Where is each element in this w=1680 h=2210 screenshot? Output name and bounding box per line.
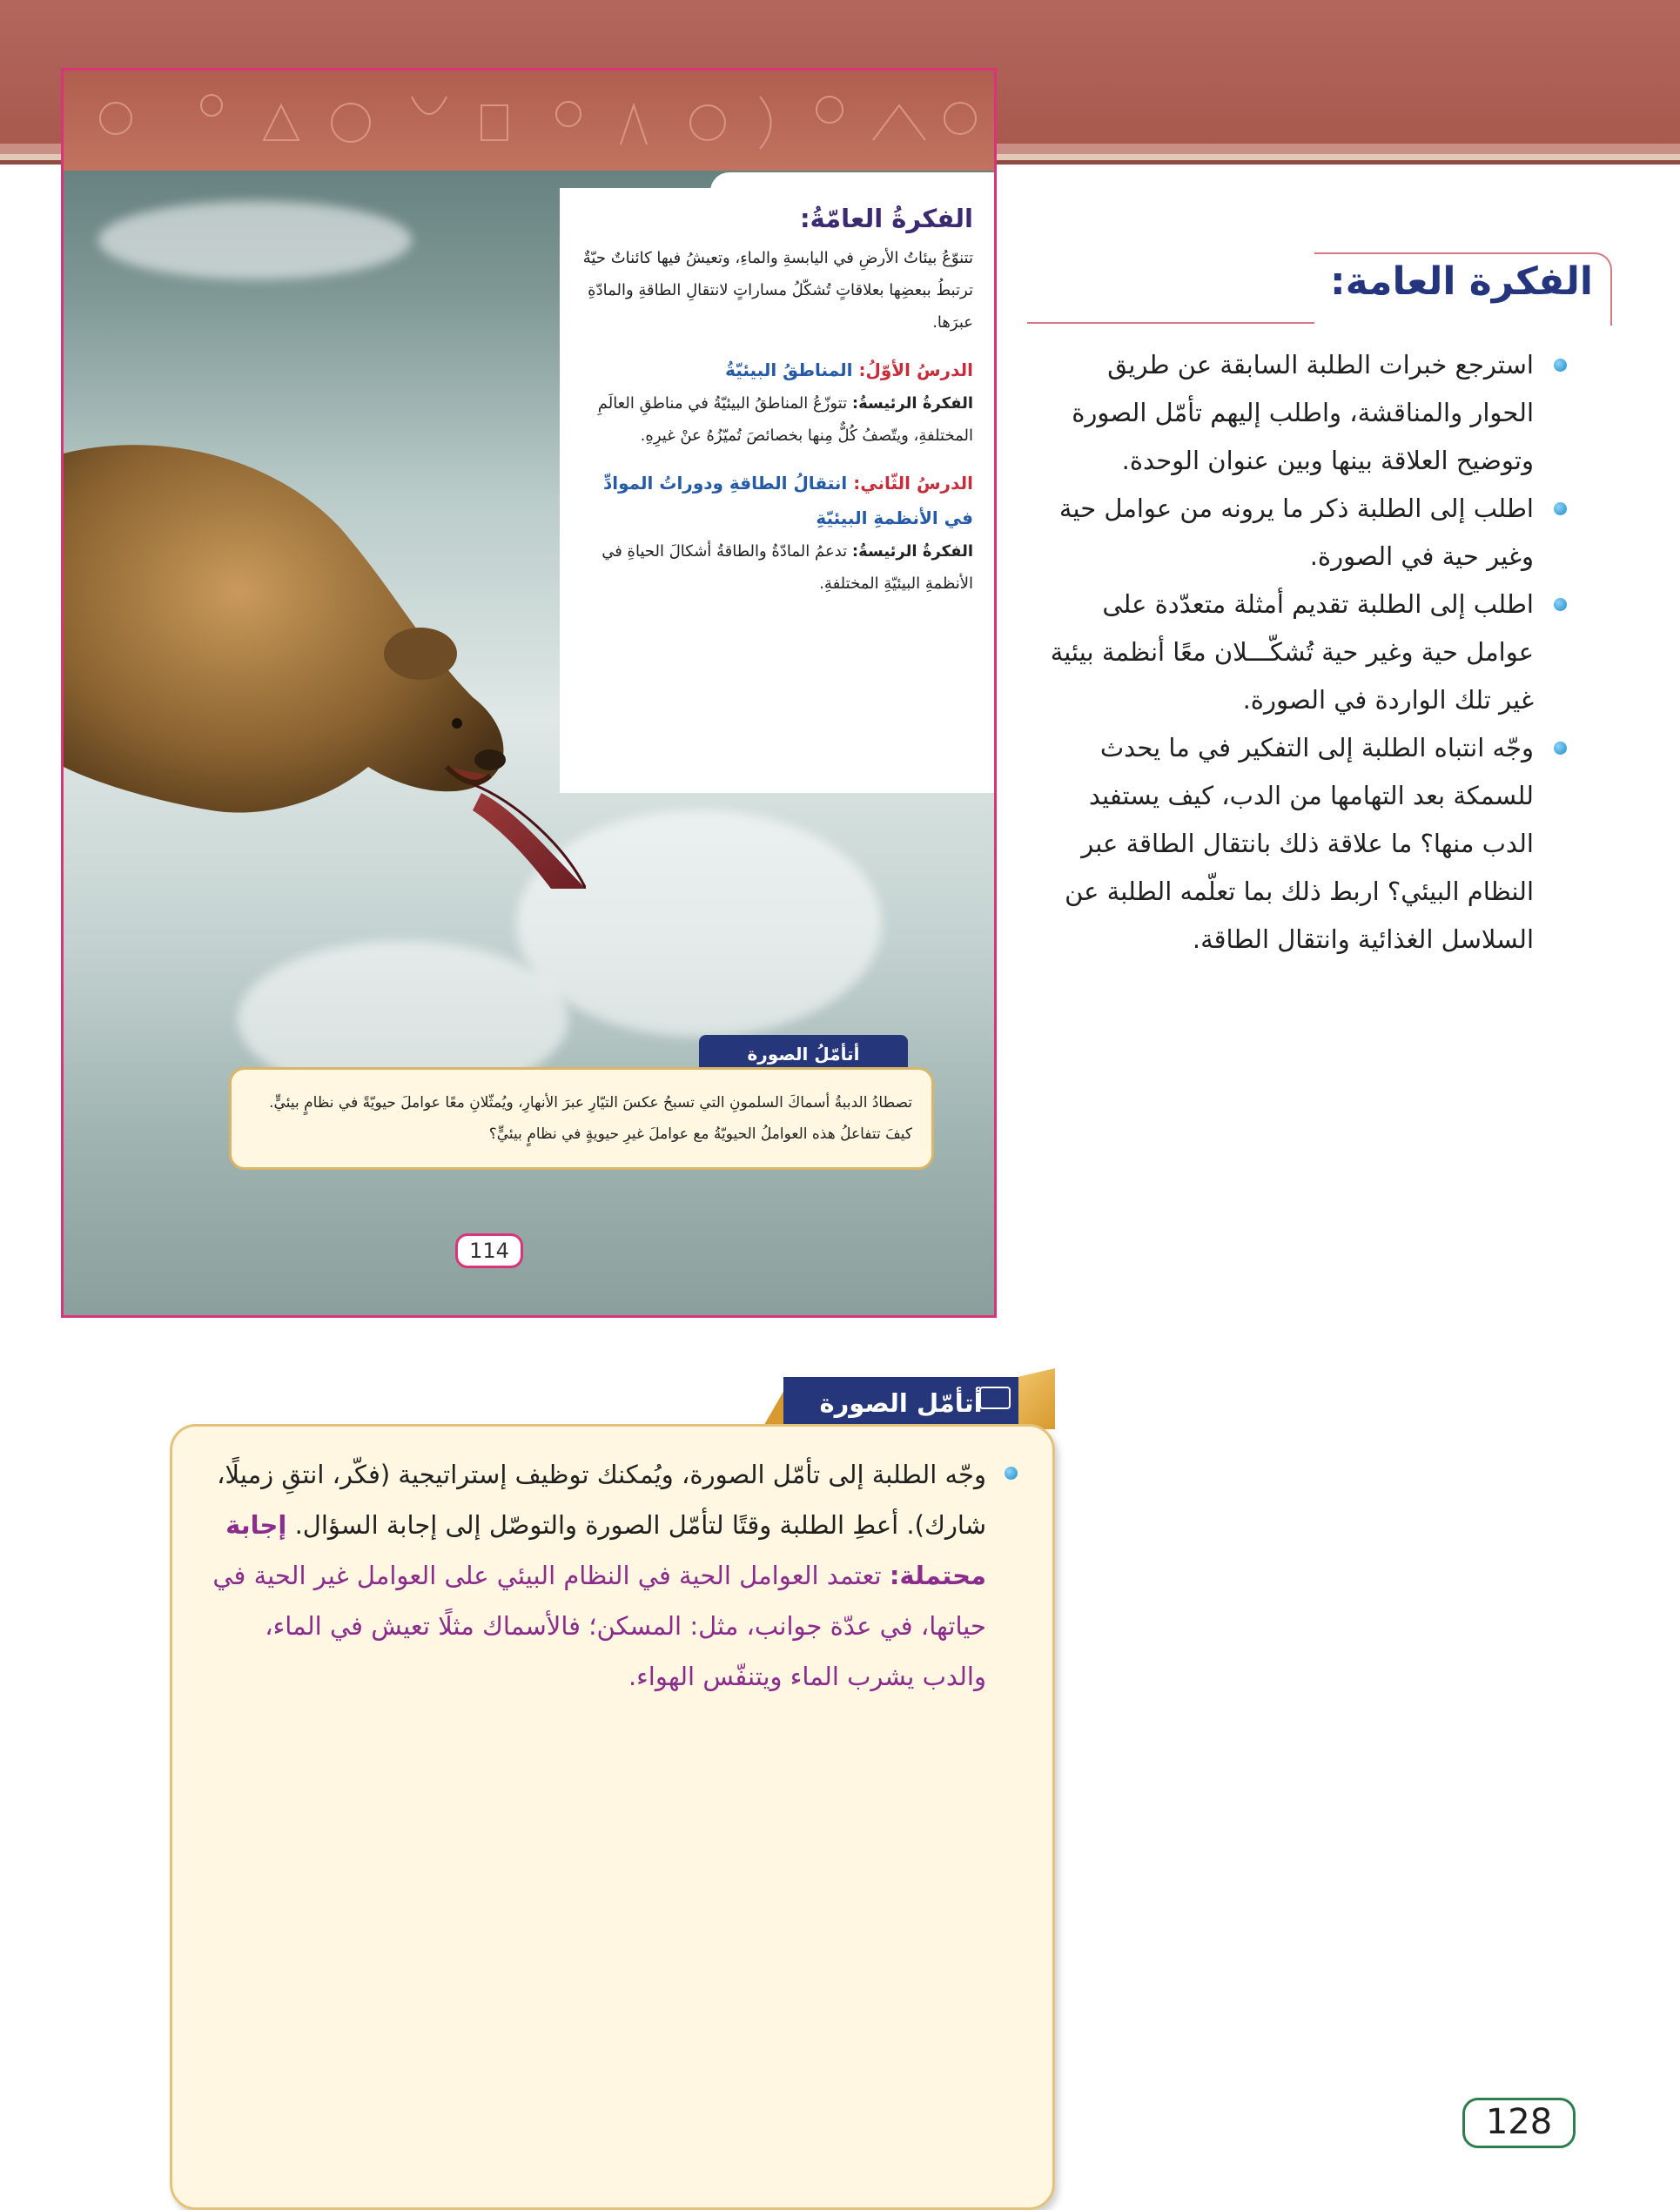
lesson1-label: الدرسُ الأوّلُ: [858,359,973,380]
book-contemplate-text: تصطادُ الدببةُ أسماكَ السلمونِ التي تسبحُ عكسَ التيّارِ عبرَ الأنهارِ، ويُمثّلانِ معًا عواملَ حيويّةً في نظامٍ بيئيٍّ. كيفَ تتفاعلُ هذه العواملُ الحيويّةُ مع عواملَ غيرِ حيويةٍ في نظامٍ بيئيٍّ؟ [269,1094,912,1143]
book-page-number: 114 [455,1233,523,1268]
bear-catching-salmon-image [64,436,586,889]
contemplate-box [170,1424,1055,2210]
list-item-text: استرجع خبرات الطلبة السابقة عن طريق الحوار والمناقشة، واطلب إليهم تأمّل الصورة وتوضيح العلاقة بينها وبين عنوان الوحدة. [1072,350,1534,475]
water-spray [98,201,412,279]
answer-label: إجابة محتملة: [225,1510,986,1590]
book-general-idea-text: تتنوّعُ بيئاتُ الأرضِ في اليابسةِ والماءِ، وتعيشُ فيها كائناتٌ حيّةٌ ترتبطُ ببعضِها بعلاقاتٍ تُشكّلُ مساراتٍ لانتقالِ الطاقةِ والمادّةِ عبرَها. [582,249,973,332]
general-idea-title: الفكرة العامة: [1329,259,1593,304]
lesson2-heading [575,466,973,535]
lesson1-main-idea-label: الفكرةُ الرئيسةُ: [851,394,973,413]
list-item-text: وجّه انتباه الطلبة إلى التفكير في ما يحدث للسمكة بعد التهامها من الدب، كيف يستفيد الدب منها؟ ما علاقة ذلك بانتقال الطاقة عبر النظام البيئي؟ اربط ذلك بما تعلّمه الطلبة عن السلاسل الغذائية وانتقال الطاقة. [1065,733,1534,954]
bullet-dot-icon [1554,359,1567,372]
lesson2-main-idea-text: تدعمُ المادّةُ والطاقةُ أشكالَ الحياةِ في الأنظمةِ البيئيّةِ المختلفةِ. [601,542,973,593]
list-item [1040,341,1567,485]
book-intro-panel [560,188,997,793]
lesson2-label: الدرسُ الثّاني: [853,473,973,494]
intro-tab [710,172,997,207]
bullet-dot-icon [1554,742,1567,755]
lesson2-main-idea-label: الفكرةُ الرئيسةُ: [851,542,973,561]
book-contemplate-title: أتأمّلُ الصورة [747,1044,860,1065]
list-item [1040,581,1567,724]
student-book-page [61,68,997,1318]
bullet-dot-icon [1554,502,1567,515]
lesson1-main-idea-text: تتوزّعُ المناطقُ البيئيّةُ في مناطقِ العالَمِ المختلفةِ، ويتّصفُ كُلٌّ مِنها بخصائصَ تُميّزُهُ عنْ غيرِهِ. [597,394,973,445]
bullet-dot-icon [1005,1467,1018,1480]
list-item-text: اطلب إلى الطلبة ذكر ما يرونه من عوامل حية وغير حية في الصورة. [1058,494,1534,571]
list-item-text: اطلب إلى الطلبة تقديم أمثلة متعدّدة على عوامل حية وغير حية تُشكّـــلان معًا أنظمة بيئية غير تلك الواردة في الصورة. [1050,589,1534,715]
bullet-dot-icon [1554,598,1567,611]
tab-fold-decoration [1018,1368,1055,1429]
lesson1-heading [575,353,973,387]
general-idea-list [1040,341,1567,964]
book-contemplate-box [229,1067,934,1170]
lesson2-title: انتقالُ الطاقةِ ودوراتُ الموادِّ في الأنظمةِ البيئيّةِ [602,473,973,528]
page-number: 128 [1462,2098,1576,2148]
book-header-banner [64,71,994,171]
lesson2-main-idea [575,535,973,600]
general-idea-underline [1027,322,1314,324]
list-item [1040,724,1567,964]
contemplate-paragraph [207,1449,1018,1702]
picture-frame-icon [979,1387,1011,1409]
contemplate-instruction: وجّه الطلبة إلى تأمّل الصورة، ويُمكنك توظيف إستراتيجية (فكّر، انتقِ زميلًا، شارك). أعطِ الطلبة وقتًا لتأمّل الصورة والتوصّل إلى إجابة السؤال. [217,1460,986,1540]
lesson1-title: المناطقُ البيئيّةُ [725,359,853,380]
list-item [1040,485,1567,581]
book-general-idea-title: الفكرةُ العامّةُ: [799,204,973,233]
answer-text: تعتمد العوامل الحية في النظام البيئي على العوامل غير الحية في حياتها، في عدّة جوانب، مثل: المسكن؛ فالأسماك مثلًا تعيش في الماء، والدب يشرب الماء ويتنفّس الهواء. [212,1561,986,1691]
contemplate-title: أتأمّل الصورة [819,1388,983,1418]
lesson1-main-idea [575,387,973,452]
science-doodles-icon [64,71,997,171]
